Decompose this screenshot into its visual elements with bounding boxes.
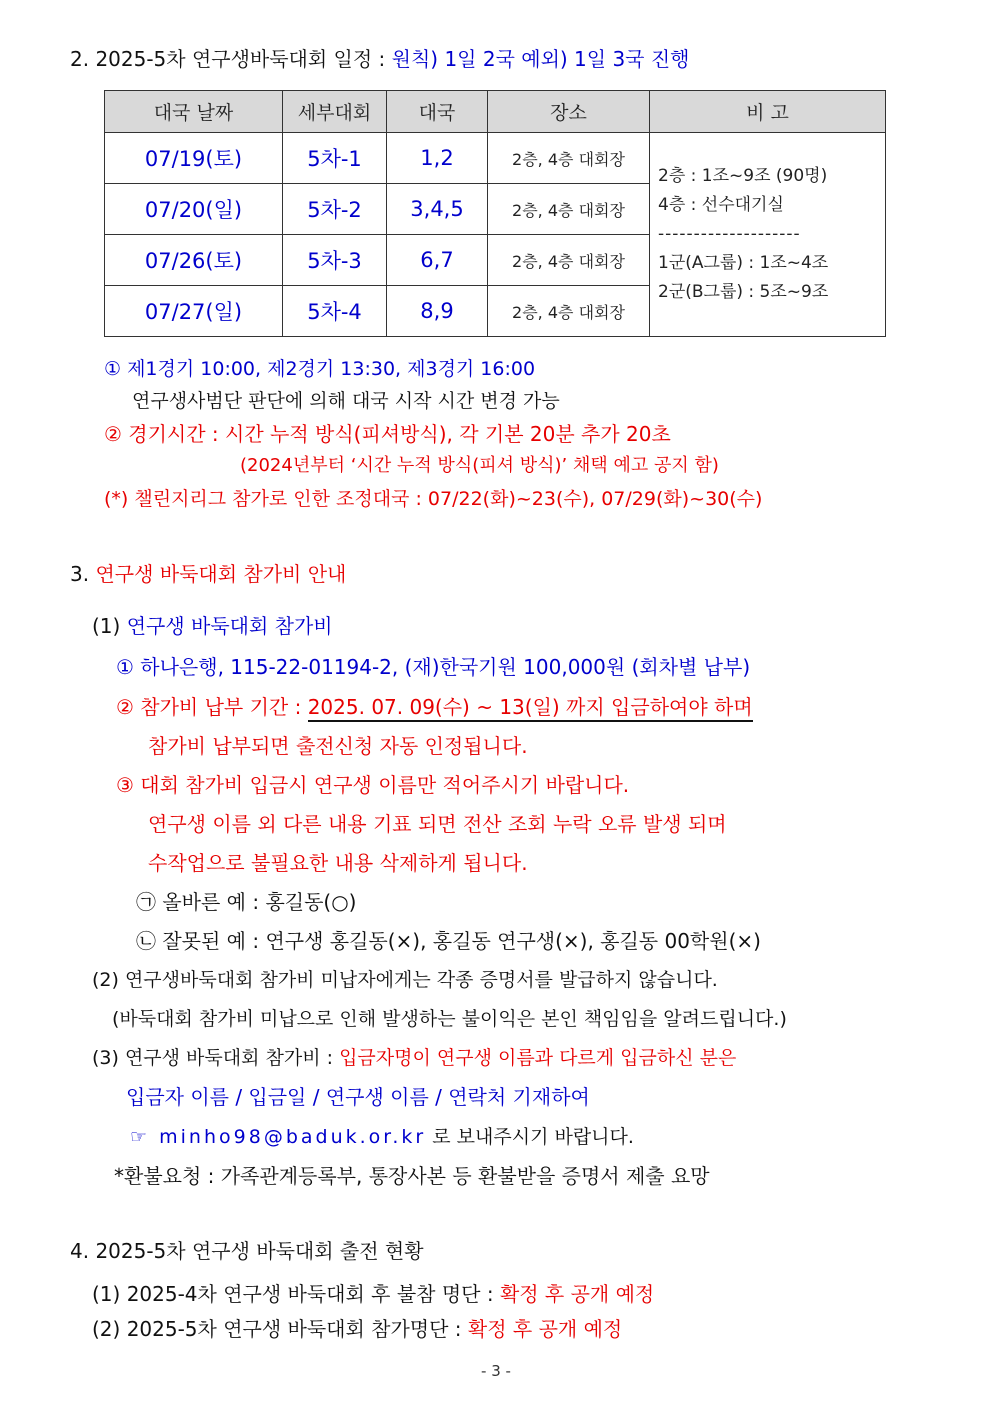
- cell-note: [650, 133, 886, 337]
- section-3-number: 3.: [70, 562, 96, 586]
- subsection-3-3: [92, 1045, 736, 1071]
- schedule-table: [104, 90, 886, 337]
- note-time-change: 연구생사범단 판단에 의해 대국 시작 시간 변경 가능: [132, 390, 560, 412]
- note-separator: --------------------: [658, 224, 801, 244]
- cell-games: 6,7: [387, 235, 488, 286]
- subsection-3-3-condition: 입금자명이 연구생 이름과 다르게 입금하신 분은: [339, 1047, 737, 1069]
- cell-games: 3,4,5: [387, 184, 488, 235]
- participant-list-status: 확정 후 공개 예정: [467, 1317, 623, 1341]
- table-header-row: [105, 91, 886, 133]
- subsection-3-1: [92, 613, 333, 639]
- email-instruction: 로 보내주시기 바랍니다.: [426, 1126, 634, 1148]
- payment-manual-deletion: 수작업으로 불필요한 내용 삭제하게 됩니다.: [148, 851, 528, 875]
- header-date: 대국 날짜: [105, 91, 283, 133]
- note-match-times: ① 제1경기 10:00, 제2경기 13:30, 제3경기 16:00: [104, 358, 536, 380]
- cell-place: 2층, 4층 대회장: [488, 235, 650, 286]
- subsection-3-3-required-info: 입금자 이름 / 입금일 / 연구생 이름 / 연락처 기재하여: [126, 1085, 590, 1109]
- wrong-example: ㉡ 잘못된 예 : 연구생 홍길동(×), 홍길동 연구생(×), 홍길동 00학원(×): [136, 929, 761, 953]
- payment-error-warning: 연구생 이름 외 다른 내용 기표 되면 전산 조회 누락 오류 발생 되며: [148, 812, 727, 836]
- correct-example: ㉠ 올바른 예 : 홍길동(○): [136, 890, 357, 914]
- section-4-title: 4. 2025-5차 연구생 바둑대회 출전 현황: [70, 1239, 424, 1263]
- cell-place: 2층, 4층 대회장: [488, 184, 650, 235]
- cell-event: 5차-4: [283, 286, 387, 337]
- note-line-3: 1군(A그룹) : 1조~4조: [658, 253, 829, 273]
- header-place: 장소: [488, 91, 650, 133]
- cell-place: 2층, 4층 대회장: [488, 133, 650, 184]
- cell-date: 07/19(토): [105, 133, 283, 184]
- section-3-title: [70, 561, 346, 587]
- section-4-participant-list: [92, 1316, 622, 1342]
- payment-period-label: ② 참가비 납부 기간 :: [116, 695, 308, 719]
- cell-date: 07/27(일): [105, 286, 283, 337]
- section-2-title-rule: 원칙) 1일 2국 예외) 1일 3국 진행: [391, 47, 690, 71]
- absent-list-status: 확정 후 공개 예정: [499, 1282, 655, 1306]
- note-line-4: 2군(B그룹) : 5조~9조: [658, 282, 829, 302]
- payment-period-dates: 2025. 07. 09(수) ~ 13(일) 까지 입금하여야 하며: [308, 695, 753, 722]
- note-line-2: 4층 : 선수대기실: [658, 195, 784, 215]
- subsection-3-1-title: 연구생 바둑대회 참가비: [126, 614, 333, 638]
- refund-request: *환불요청 : 가족관계등록부, 통장사본 등 환불받을 증명서 제출 요망: [114, 1164, 710, 1188]
- section-4-absent-list: [92, 1281, 654, 1307]
- subsection-3-2-detail: (바둑대회 참가비 미납으로 인해 발생하는 불이익은 본인 책임임을 알려드립니다.): [112, 1008, 787, 1030]
- header-note: 비 고: [650, 91, 886, 133]
- note-time-control: ② 경기시간 : 시간 누적 방식(피셔방식), 각 기본 20분 추가 20초: [104, 422, 671, 446]
- header-event: 세부대회: [283, 91, 387, 133]
- email-line: [130, 1124, 634, 1150]
- cell-date: 07/26(토): [105, 235, 283, 286]
- note-time-control-detail: (2024년부터 ‘시간 누적 방식(피셔 방식)’ 채택 예고 공지 함): [240, 455, 719, 476]
- cell-games: 1,2: [387, 133, 488, 184]
- payment-name-instruction: ③ 대회 참가비 입금시 연구생 이름만 적어주시기 바랍니다.: [116, 773, 630, 797]
- cell-event: 5차-2: [283, 184, 387, 235]
- cell-event: 5차-3: [283, 235, 387, 286]
- section-2-title: [70, 46, 690, 72]
- payment-period: [116, 694, 753, 720]
- cell-date: 07/20(일): [105, 184, 283, 235]
- absent-list-label: (1) 2025-4차 연구생 바둑대회 후 불참 명단 :: [92, 1282, 500, 1306]
- cell-games: 8,9: [387, 286, 488, 337]
- pointing-hand-icon: ☞: [130, 1126, 148, 1148]
- page-number: - 3 -: [481, 1362, 511, 1380]
- table-row: [105, 133, 886, 184]
- note-line-1: 2층 : 1조~9조 (90명): [658, 166, 828, 186]
- cell-place: 2층, 4층 대회장: [488, 286, 650, 337]
- header-games: 대국: [387, 91, 488, 133]
- section-3-title-text: 연구생 바둑대회 참가비 안내: [95, 562, 347, 586]
- subsection-3-1-number: (1): [92, 614, 127, 638]
- participant-list-label: (2) 2025-5차 연구생 바둑대회 참가명단 :: [92, 1317, 468, 1341]
- subsection-3-2: (2) 연구생바둑대회 참가비 미납자에게는 각종 증명서를 발급하지 않습니다.: [92, 969, 718, 991]
- bank-account-info: ① 하나은행, 115-22-01194-2, (재)한국기원 100,000원 (회차별 납부): [116, 655, 751, 679]
- payment-auto-registration: 참가비 납부되면 출전신청 자동 인정됩니다.: [148, 734, 528, 758]
- cell-event: 5차-1: [283, 133, 387, 184]
- email-link[interactable]: minho98@baduk.or.kr: [159, 1126, 427, 1148]
- section-2-title-prefix: 2. 2025-5차 연구생바둑대회 일정 :: [70, 47, 392, 71]
- note-adjusted-games: (*) 챌린지리그 참가로 인한 조정대국 : 07/22(화)~23(수), 07/29(화)~30(수): [104, 488, 763, 510]
- subsection-3-3-label: (3) 연구생 바둑대회 참가비 :: [92, 1047, 340, 1069]
